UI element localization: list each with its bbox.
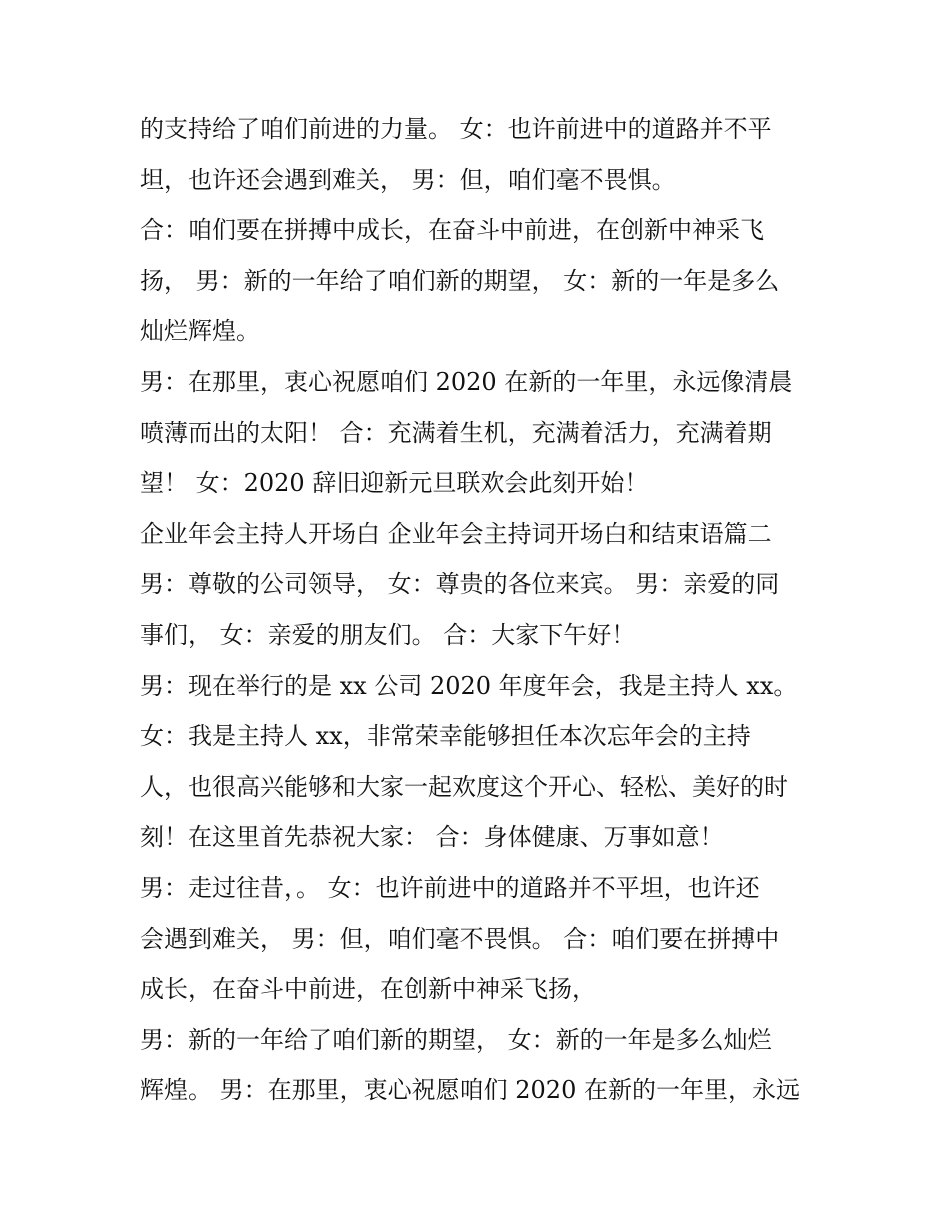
text-line: 男：新的一年给了咱们新的期望， 女：新的一年是多么灿烂 <box>140 1025 772 1054</box>
text-line: 事们， 女：亲爱的朋友们。 合：大家下午好！ <box>140 620 636 649</box>
text-line: 男：现在举行的是 xx 公司 2020 年度年会，我是主持人 xx。 <box>140 671 798 700</box>
text-line: 刻！在这里首先恭祝大家： 合：身体健康、万事如意！ <box>140 823 724 852</box>
text-line: 会遇到难关， 男：但，咱们毫不畏惧。 合：咱们要在拼搏中 <box>140 924 780 953</box>
text-line: 扬， 男：新的一年给了咱们新的期望， 女：新的一年是多么 <box>140 266 780 295</box>
text-line: 男：尊敬的公司领导， 女：尊贵的各位来宾。 男：亲爱的同 <box>140 570 780 599</box>
text-line: 男：在那里，衷心祝愿咱们 2020 在新的一年里，永远像清晨 <box>140 367 793 396</box>
text-line: 喷薄而出的太阳！ 合：充满着生机，充满着活力，充满着期 <box>140 418 772 447</box>
text-line: 灿烂辉煌。 <box>140 317 260 346</box>
text-line: 女：我是主持人 xx，非常荣幸能够担任本次忘年会的主持 <box>140 722 751 751</box>
text-line: 人，也很高兴能够和大家一起欢度这个开心、轻松、美好的时 <box>140 772 788 801</box>
text-line: 成长，在奋斗中前进，在创新中神采飞扬， <box>140 975 596 1004</box>
text-line: 的支持给了咱们前进的力量。 女：也许前进中的道路并不平 <box>140 115 772 143</box>
text-line: 坦，也许还会遇到难关， 男：但，咱们毫不畏惧。 <box>140 165 676 194</box>
text-line: 男：走过往昔，。 女：也许前进中的道路并不平坦，也许还 <box>140 873 760 902</box>
text-line: 辉煌。 男：在那里，衷心祝愿咱们 2020 在新的一年里，永远 <box>140 1076 800 1105</box>
text-line: 合：咱们要在拼搏中成长，在奋斗中前进，在创新中神采飞 <box>140 216 764 245</box>
document-body <box>140 104 840 1116</box>
text-line: 企业年会主持人开场白 企业年会主持词开场白和结束语篇二 <box>140 519 772 548</box>
text-line: 望！ 女：2020 辞旧迎新元旦联欢会此刻开始！ <box>140 469 649 498</box>
